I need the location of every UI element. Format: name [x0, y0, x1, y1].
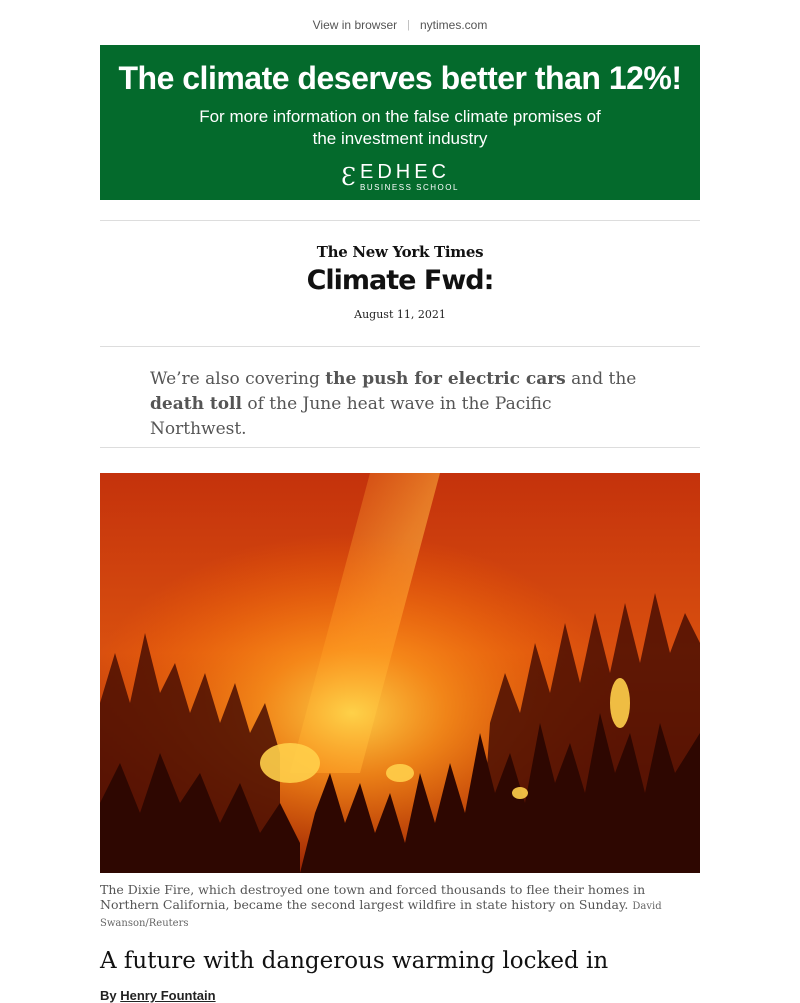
email-container	[100, 0, 700, 1003]
top-links	[100, 0, 700, 45]
ad-subline: For more information on the false climate promises of the investment industry	[199, 107, 601, 148]
ad-headline: The climate deserves better than 12%!	[118, 60, 682, 96]
author-link[interactable]: Henry Fountain	[120, 988, 216, 1003]
newsletter-title: Climate Fwd:	[306, 265, 494, 296]
nyt-logo[interactable]: The New York Times	[316, 243, 484, 261]
edhec-logo-name: EDHEC	[359, 161, 450, 183]
edhec-logo-sub: BUSINESS SCHOOL	[359, 183, 459, 192]
byline: By Henry Fountain	[100, 988, 216, 1003]
article-headline[interactable]: A future with dangerous warming locked in	[100, 948, 609, 974]
issue-date: August 11, 2021	[354, 308, 446, 321]
photo-caption: The Dixie Fire, which destroyed one town and forced thousands to flee their homes in Northern California, became the second largest wildfire in state history on Sunday. David Swanson/Reuters	[100, 882, 662, 929]
link-separator: |	[407, 18, 410, 31]
death-toll-link[interactable]: death toll	[150, 394, 242, 414]
view-in-browser-link[interactable]: View in browser	[312, 17, 398, 32]
edhec-logo-icon: Ɛ	[341, 163, 356, 191]
wildfire-photo[interactable]	[100, 473, 700, 873]
electric-cars-link[interactable]: the push for electric cars	[325, 369, 566, 389]
intro-paragraph: We’re also covering the push for electric cars and the death toll of the June heat wave in the Pacific Northwest.	[150, 369, 637, 439]
nytimes-link[interactable]: nytimes.com	[419, 17, 488, 32]
edhec-logo	[341, 162, 459, 192]
photo-credit: David Swanson/Reuters	[100, 901, 662, 929]
divider	[100, 447, 700, 448]
ad-banner[interactable]	[100, 45, 700, 200]
masthead	[100, 221, 700, 346]
